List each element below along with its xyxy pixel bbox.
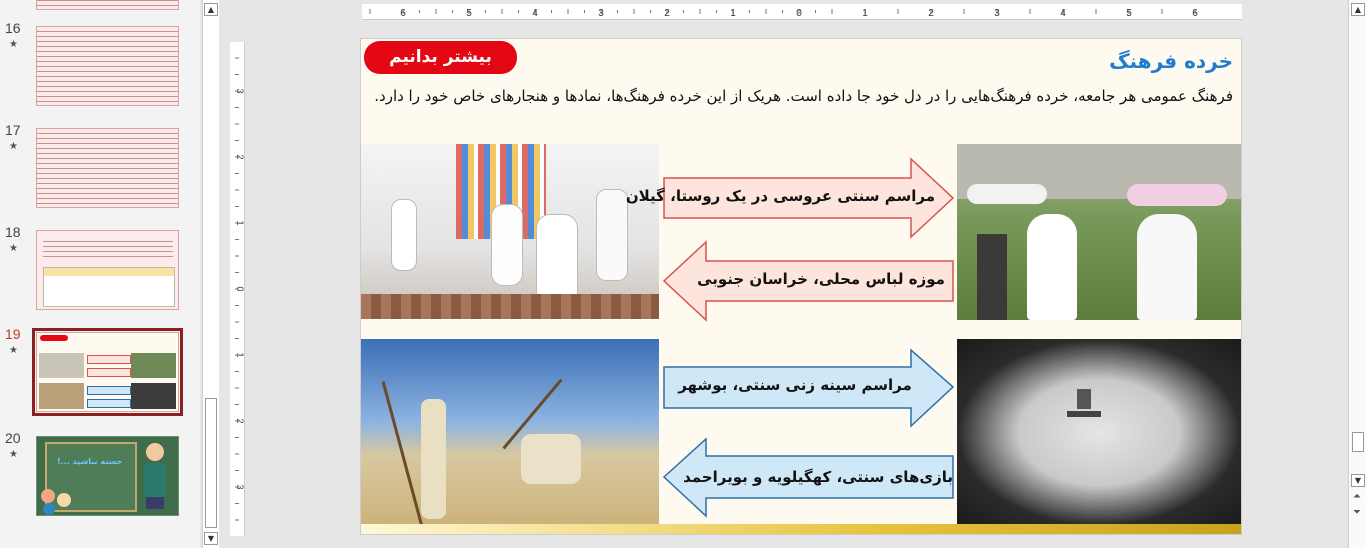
slide-number: 18 (5, 224, 21, 240)
scroll-down-button[interactable]: ▼ (204, 532, 218, 545)
ruler-label: 2 (235, 418, 244, 424)
slide-paragraph[interactable]: فرهنگ عمومی هر جامعه، خرده فرهنگ‌هایی را در دل خود جا داده است. هریک از این خرده فرهنگ‌ها، نمادها و هنجارهای خاص خود را دارد. (374, 87, 1233, 105)
thumb-table-header (44, 268, 174, 276)
slide-thumbnail-18[interactable] (36, 230, 179, 310)
thumb-circle (43, 503, 55, 515)
scroll-up-button[interactable]: ▲ (1351, 3, 1365, 16)
thumb-photo (131, 383, 176, 409)
photo-center-figure (1077, 389, 1091, 409)
ruler-ticks (362, 4, 1242, 19)
ruler-label: 3 (994, 8, 1000, 19)
ruler-label: 3 (598, 8, 604, 19)
thumb-arrow (87, 386, 131, 395)
ruler-label: 2 (664, 8, 670, 19)
star-icon: ★ (9, 243, 18, 254)
ruler-label: 6 (1192, 8, 1198, 19)
arrow-label-gilan-wedding: مراسم سنتی عروسی در یک روستا، گیلان (625, 187, 935, 205)
arrow-label-kohgiluyeh-games: بازی‌های سنتی، کهگیلویه و بویراحمد (683, 468, 953, 486)
slide-number: 16 (5, 20, 21, 36)
photo-figure (391, 199, 417, 271)
photo-figure (596, 189, 628, 281)
slide-thumbnail-20[interactable] (36, 436, 179, 516)
photo-carpet (361, 294, 659, 319)
ruler-label: 0 (235, 286, 244, 292)
ruler-label: 2 (235, 154, 244, 160)
horizontal-ruler (362, 4, 1242, 20)
ruler-label: 1 (862, 8, 868, 19)
ruler-label: 3 (235, 88, 244, 94)
character-head (146, 443, 164, 461)
photo-figure (1137, 214, 1197, 320)
thumb-circle (41, 489, 55, 503)
star-icon: ★ (9, 141, 18, 152)
star-icon: ★ (9, 449, 18, 460)
ruler-label: 3 (235, 484, 244, 490)
previous-slide-icon[interactable]: ⏶ (1353, 491, 1361, 502)
slide-thumbnail-15[interactable] (36, 0, 179, 10)
thumb-photo (39, 353, 84, 378)
ruler-label: 4 (1060, 8, 1066, 19)
thumb-table (43, 267, 175, 307)
slide-number: 20 (5, 430, 21, 446)
ruler-label: 5 (1126, 8, 1132, 19)
photo-stand (1067, 411, 1101, 417)
vertical-ruler (230, 42, 245, 536)
thumb-arrow (87, 368, 131, 377)
thumb-circle (57, 493, 71, 507)
star-icon: ★ (9, 345, 18, 356)
photo-figure (977, 234, 1007, 320)
ruler-label: 1 (730, 8, 736, 19)
photo-tray (967, 184, 1047, 204)
slide-thumbnail-19[interactable] (36, 332, 179, 412)
slides-panel (0, 0, 200, 548)
slide-thumbnail-16[interactable] (36, 26, 179, 106)
thumb-text-lines (43, 237, 173, 257)
thumb-text: خسته نباشید ...! (57, 457, 123, 466)
photo-stick (382, 381, 424, 526)
photo-figure (1027, 214, 1077, 320)
next-slide-icon[interactable]: ⏷ (1353, 507, 1361, 518)
slide-canvas[interactable] (360, 38, 1242, 535)
thumb-arrow (87, 399, 131, 408)
ruler-ticks (230, 42, 244, 536)
photo-tray (1127, 184, 1227, 206)
scroll-down-button[interactable]: ▼ (1351, 474, 1365, 487)
photo-bushehr-ceremony[interactable] (957, 339, 1241, 526)
ruler-label: 5 (466, 8, 472, 19)
photo-figure (536, 214, 578, 306)
ruler-label: 0 (796, 8, 802, 19)
thumb-photo (131, 353, 176, 378)
arrow-label-south-khorasan-museum: موزه لباس محلی، خراسان جنوبی (697, 270, 945, 288)
learn-more-badge: بیشتر بدانیم (364, 41, 517, 74)
photo-gilan-wedding[interactable] (957, 144, 1241, 320)
slide-thumbnail-17[interactable] (36, 128, 179, 208)
photo-figure (491, 204, 523, 286)
scroll-thumb[interactable] (205, 398, 217, 528)
ruler-label: 1 (235, 352, 244, 358)
slide-bottom-bar (361, 524, 1242, 534)
photo-stick-game[interactable] (361, 339, 659, 526)
slide-number: 17 (5, 122, 21, 138)
thumb-character (142, 443, 168, 513)
arrow-label-bushehr-ceremony: مراسم سینه زنی سنتی، بوشهر (678, 376, 912, 394)
slides-panel-scrollbar[interactable] (202, 0, 219, 548)
photo-player (421, 399, 446, 519)
photo-player (521, 434, 581, 484)
ruler-label: 4 (532, 8, 538, 19)
editor-scrollbar[interactable] (1348, 0, 1366, 548)
thumb-photo (39, 383, 84, 409)
character-body (144, 463, 166, 497)
ruler-label: 1 (235, 220, 244, 226)
scroll-up-button[interactable]: ▲ (204, 3, 218, 16)
character-legs (146, 497, 164, 509)
photo-museum-costume[interactable] (361, 144, 659, 319)
star-icon: ★ (9, 39, 18, 50)
slide-number: 19 (5, 326, 21, 342)
scroll-thumb[interactable] (1352, 432, 1364, 452)
thumb-arrow (87, 355, 131, 364)
thumb-badge (40, 335, 68, 341)
slide-title[interactable]: خرده فرهنگ (1109, 49, 1233, 73)
ruler-label: 6 (400, 8, 406, 19)
ruler-label: 2 (928, 8, 934, 19)
